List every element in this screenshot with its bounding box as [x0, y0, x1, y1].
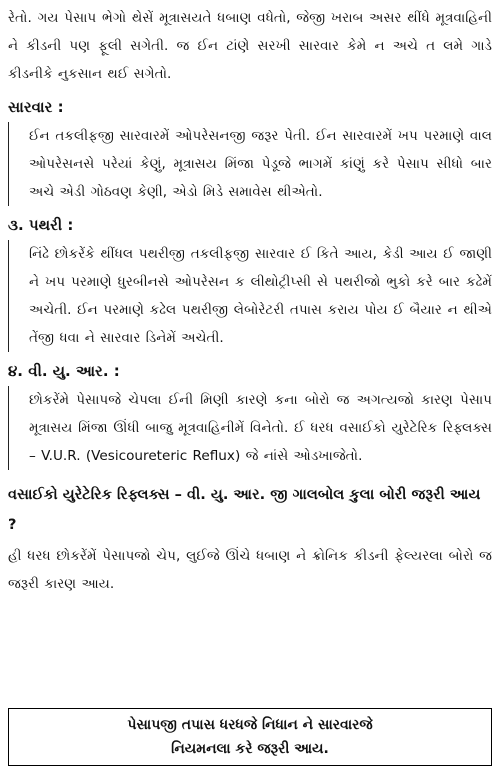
treatment-heading: સારવાર : [8, 98, 64, 116]
vur-importance-heading: વસાઈકો યુરેટેરિક રિફ્લક્સ – વી. યુ. આર. જી ગાલબોલ કુલા બોરી જરૂરી આય ? [8, 486, 481, 533]
vur-heading: ૪. વી. યુ. આર. : [8, 362, 120, 380]
stone-paragraph: નિંઢે છોકરેંકે થીંધલ પથરીજી તકલીફજી સારવાર ઈ કિતે આય, કેડી આય ઈ જાણી ને ખપ પરમાણે ધુરબીનસે ઓપરેસન ક લીથોટ્રીપ્સી સે પથરીજો ભુકો કરે બાર કઢેમેં અચેતી. ઈન પરમાણે કઢેલ પથરીજી લેબોરેટરી તપાસ કરાય પોય ઈ બૈયાર ન થીએ તેંજી ધવા ને સારવાર ડિનેમેં અચેતી. [8, 240, 492, 352]
stone-heading: ૩. પથરી : [8, 216, 74, 234]
treatment-paragraph: ઈન તકલીફજી સારવારમેં ઓપરેસનજી જરૂર પેતી. ઈન સારવારમેં ખપ પરમાણે વાલ ઓપરેસનસે પરેયાં કેણું, મૂત્રાસય મિંજા પેડૂજે ભાગમેં કાંણું કરે પેસાપ સીધો બાર અચે એડી ગોઠવણ કેણી, એડો મિડે સમાવેસ થીએતો. [8, 122, 492, 206]
notice-box [8, 708, 492, 766]
notice-line-1: પેસાપજી તપાસ ધરધજે નિધાન ને સારવારજે [127, 717, 373, 733]
notice-line-2: નિયમનલા કરે જરૂરી આય. [171, 741, 329, 757]
intro-paragraph: રેતો. ગય પેસાપ ભેગો થેસેં મૂત્રાસયતે ધબાણ વધેતો, જેજી ખરાબ અસર થીંધે મૂત્રવાહિની ને કીડની પણ ફૂલી સગેતી. જ ઈન ટાંણે સરખી સારવાર કેમે ન અચે ત લમે ગાડે કીડનીકે નુકસાન થઈ સગેતો. [8, 10, 492, 82]
vur-paragraph: છોકરેંમે પેસાપજે ચેપલા ઈની મિણી કારણે કના બોરો જ અગત્યજો કારણ પેસાપ મૂત્રાસય મિંજા ઊંધી બાજુ મૂત્રવાહિનીમેં વિનેતો. ઈ ધરધ વસાઈકો યુરેટેરિક રિફ્લક્સ – V.U.R. (Vesicoureteric Reflux) જે નાંસે ઓડખાજેતો. [8, 386, 492, 470]
vur-importance-paragraph: હી ધરધ છોકરેંમેં પેસાપજો ચેપ, લુઈજે ઊંચે ધબાણ ને ક્રોનિક કીડની ફેલ્યરલા બોરો જ જરૂરી કારણ આય. [8, 548, 492, 592]
